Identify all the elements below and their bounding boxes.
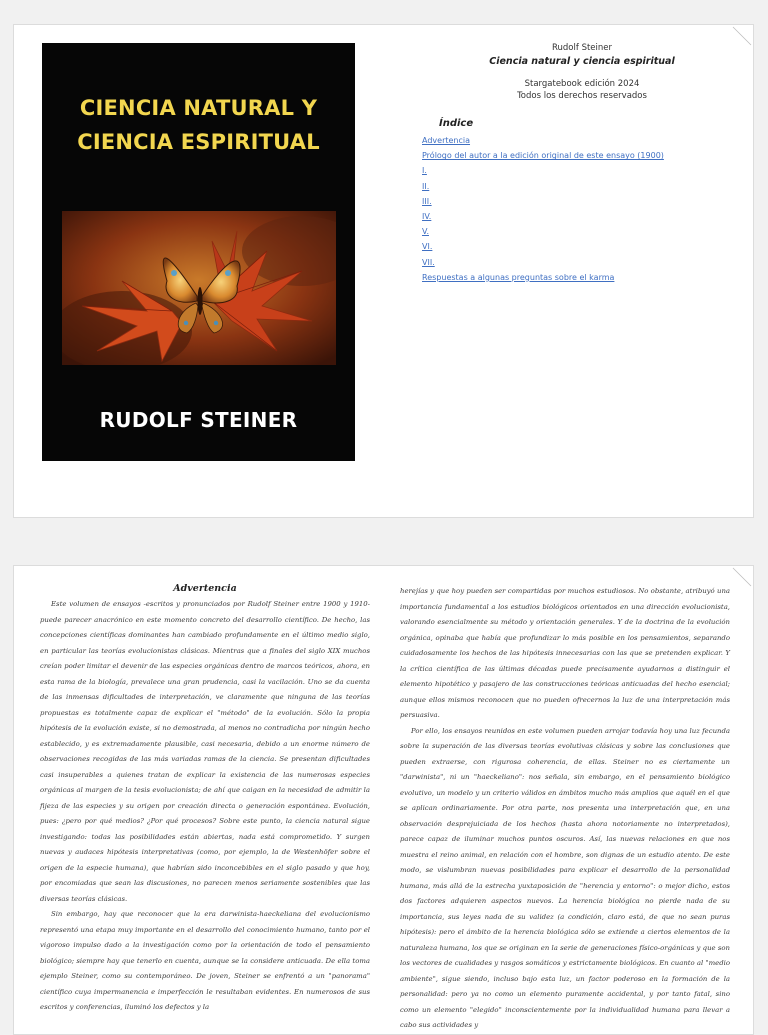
toc-link-chapter-1[interactable]: I. (422, 166, 427, 176)
advertencia-paragraph-1: Este volumen de ensayos -escritos y pronunciados por Rudolf Steiner entre 1900 y 1910- puede parecer anacrónico en este momento concreto del desarrollo científico. De hecho, las concepciones científicas dominantes han cambiado profundamente en el último medio siglo, en particular las teorías evolucionistas clásicas. Mientras que a finales del siglo XIX muchos creían poder limitar el devenir de las especies orgánicas dentro de marcos teóricos, ahora, en esta rama de la biología, prevalece una gran prudencia, casi la vacilación. Uno se da cuenta de las inmensas dificultades de interpretación, ve claramente que ninguna de las teorías propuestas es totalmente capaz de explicar el "método" de la evolución. Sólo la propia hipótesis de la evolución existe, si no demostrada, al menos no contradicha por ningún hecho establecido, y es extremadamente plausible, casi necesaria, debido a un enorme número de observaciones recogidas de las más variadas ramas de la ciencia. Se presentan dificultades casi insuperables a quienes tratan de explicar la existencia de las numerosas especies orgánicas al margen de la tesis evolucionista; de ahí que caigan en la necesidad de admitir la fijeza de las especies y su origen por creación directa o generación espontánea. Evolución, pues: ¿pero por qué medios? ¿Por qué procesos? Sobre este punto, la ciencia natural sigue investigando: todas las posibilidades están abiertas, nada está comprometido. Y surgen nuevas y audaces hipótesis interpretativas (como, por ejemplo, la de Westenhöfer sobre el origen de la especie humana), que habrían sido inconcebibles en el siglo pasado y que hoy, por encomiadas que sean las discusiones, no parecen menos seriamente sostenibles que las diversas teorías clásicas. (40, 600, 370, 903)
book-meta-page (414, 43, 750, 285)
advertencia-paragraph-4: Por ello, los ensayos reunidos en este volumen pueden arrojar todavía hoy una luz fecunda sobre la superación de las diversas teorías evolutivas clásicas y sobre las conclusiones que pueden extraerse, con rigurosa coherencia, de ellas. Steiner no es ciertamente un "darwinista", ni un "haeckeliano": nos señala, sin embargo, en el pensamiento biológico evolutivo, un modelo y un criterio válidos en ámbitos mucho más amplios que aquél en el que se aplican ordinariamente. Por otra parte, nos presenta una interpretación que, en una observación desprejuiciada de los hechos (hasta ahora notoriamente no interpretados), parece capaz de iluminar muchos puntos oscuros. Así, las nuevas relaciones en que nos muestra el reino animal, en relación con el hombre, son dignas de un estudio atento. De este modo, se vislumbran nuevas posibilidades para explicar el desarrollo de la personalidad humana, más allá de la estrecha yuxtaposición de "herencia y entorno": o mejor dicho, estos dos factores adquieren aspectos nuevos. La herencia biológica no pierde nada de su importancia, sus leyes nada de su validez (a condición, claro está, de que no sean puras hipótesis): pero el ámbito de la herencia biológica sólo se extiende a ciertos elementos de la naturaleza humana, los que se originan en la serie de generaciones físico-orgánicas y que son los vectores de cualidades y rasgos somáticos y estrictamente biológicos. En cuanto al "medio ambiente", sigue siendo, incluso bajo esta luz, un factor poderoso en la formación de la personalidad: pero ya no como un elemento puramente accidental, y por tanto fatal, sino como un elemento "elegido" inconscientemente por la individualidad humana para llevar a cabo sus actividades y (400, 726, 730, 1029)
cover-title-line-1: CIENCIA NATURAL Y (79, 96, 318, 120)
toc-link-advertencia[interactable]: Advertencia (422, 136, 471, 145)
page-spread-bottom (13, 565, 754, 1035)
meta-book-title: Ciencia natural y ciencia espiritual (489, 56, 675, 67)
toc-link-chapter-6[interactable]: VI. (422, 242, 433, 252)
advertencia-left-column (40, 582, 370, 1016)
meta-author: Rudolf Steiner (552, 43, 612, 53)
toc-link-chapter-5[interactable]: V. (422, 227, 429, 237)
toc-link-karma[interactable]: Respuestas a algunas preguntas sobre el karma (422, 272, 615, 282)
meta-edition: Stargatebook edición 2024 (524, 79, 640, 89)
cover-butterfly-leaves-image (62, 211, 336, 365)
table-of-contents (422, 133, 750, 285)
toc-link-chapter-2[interactable]: II. (422, 181, 430, 191)
advertencia-paragraph-3: herejías y que hoy pueden ser compartidas por muchos estudiosos. No obstante, atribuyó una importancia fundamental a los estudios biológicos orientados en una dirección evolucionista, valorando esencialmente su método y orientación generales. Y de la doctrina de la evolución orgánica, opinaba que había que profundizar lo más posible en los pensamientos, separando cuidadosamente los hechos de las hipótesis innecesarias con las que se pretenden explicar. Y la crítica científica de las últimas décadas puede precisamente ayudarnos a distinguir el elemento hipotético y pasajero de las construcciones teóricas anticuadas del hecho esencial; aunque ellos mismos reconocen que no pueden ofrecernos la luz de una interpretación más persuasiva. (400, 587, 730, 719)
book-cover (42, 43, 355, 461)
toc-link-chapter-7[interactable]: VII. (422, 257, 435, 267)
advertencia-right-column (400, 584, 730, 1034)
page-corner-fold (731, 566, 753, 588)
page-spread-top (13, 24, 754, 518)
toc-link-prologo[interactable]: Prólogo del autor a la edición original de este ensayo (1900) (422, 151, 664, 161)
advertencia-heading: Advertencia (173, 583, 237, 594)
toc-link-chapter-3[interactable]: III. (422, 196, 432, 206)
cover-title-line-2: CIENCIA ESPIRITUAL (77, 130, 320, 154)
cover-title (42, 91, 355, 159)
meta-rights: Todos los derechos reservados (517, 91, 647, 101)
toc-title: Índice (439, 118, 474, 129)
toc-link-chapter-4[interactable]: IV. (422, 212, 432, 222)
cover-author: RUDOLF STEINER (99, 408, 298, 432)
advertencia-paragraph-2: Sin embargo, hay que reconocer que la era darwinista-haeckeliana del evolucionismo representó una etapa muy importante en el desarrollo del conocimiento humano, tanto por el vigoroso impulso dado a la investigación como por la orientación de todo el pensamiento biológico; siempre hay que tenerlo en cuenta, aunque se la considere anticuada. De ella toma ejemplo Steiner, como su contemporáneo. De joven, Steiner se enfrentó a un "panorama" científico cuya impermanencia e imperfección le resultaban evidentes. En numerosos de sus escritos y conferencias, iluminó los defectos y la (40, 910, 370, 1011)
